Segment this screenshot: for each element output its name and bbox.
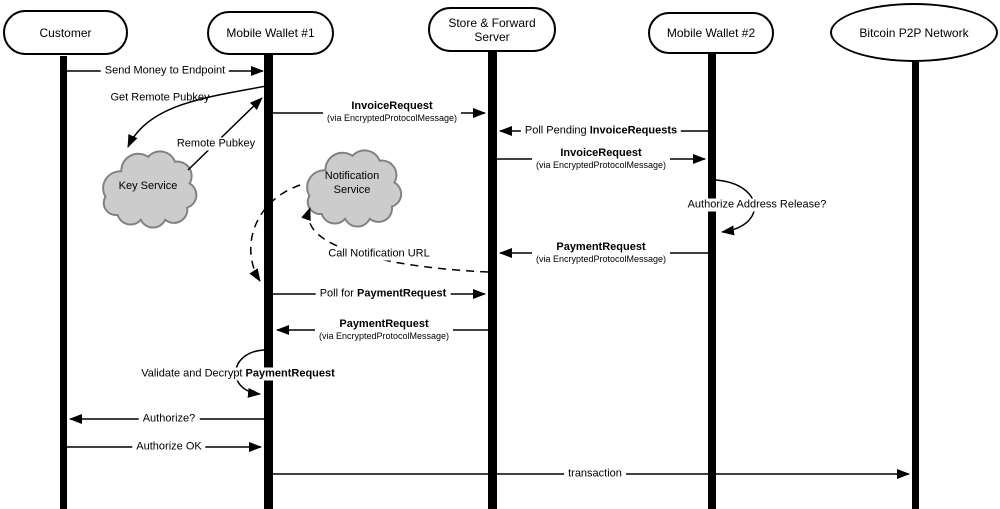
actor-label: Mobile Wallet #2: [666, 26, 756, 40]
message-label-transaction: transaction: [564, 468, 626, 481]
message-label-call-notification-url: Call Notification URL: [324, 248, 433, 261]
message-label-authorize-address-release: Authorize Address Release?: [684, 199, 831, 212]
lifeline-mobile-wallet-2: [708, 53, 716, 509]
lifeline-mobile-wallet-1: [264, 54, 273, 509]
message-label-remote-pubkey: Remote Pubkey: [173, 138, 259, 151]
message-label-paymentrequest-mw2: PaymentRequest (via EncryptedProtocolMessage): [532, 241, 670, 265]
actor-bitcoin-p2p-network: [830, 3, 998, 62]
cloud-label-key-service: Key Service: [118, 180, 178, 192]
message-label-poll-pending-invoicerequests: Poll Pending InvoiceRequests: [521, 125, 681, 138]
actor-label: Store & Forward Server: [448, 15, 536, 44]
arrow-notification-callback: [251, 185, 300, 281]
actor-store-forward-server: [428, 7, 556, 52]
actor-label: Customer: [39, 25, 92, 40]
lifeline-store-forward-server: [488, 51, 497, 509]
message-label-poll-for-paymentrequest: Poll for PaymentRequest: [316, 288, 451, 301]
lifeline-bitcoin-p2p-network: [912, 62, 919, 509]
actor-mobile-wallet-2: [648, 12, 774, 54]
message-label-validate-decrypt: Validate and Decrypt PaymentRequest: [137, 368, 339, 381]
message-label-invoicerequest-2: InvoiceRequest (via EncryptedProtocolMessage): [532, 147, 670, 171]
actor-label: Bitcoin P2P Network: [859, 25, 969, 40]
arrow-remote-pubkey: [188, 98, 262, 170]
message-label-invoicerequest-1: InvoiceRequest (via EncryptedProtocolMessage): [323, 100, 461, 124]
message-label-paymentrequest-mw1: PaymentRequest (via EncryptedProtocolMessage): [315, 318, 453, 342]
actor-label: Mobile Wallet #1: [226, 26, 315, 40]
lifeline-customer: [60, 56, 67, 509]
actor-customer: [3, 10, 128, 55]
message-label-send-money: Send Money to Endpoint: [101, 65, 229, 78]
message-label-authorize-question: Authorize?: [139, 413, 200, 426]
cloud-label-notification-service: Notification Service: [324, 170, 380, 196]
message-label-authorize-ok: Authorize OK: [132, 441, 205, 454]
actor-mobile-wallet-1: [207, 11, 334, 55]
message-label-get-remote-pubkey: Get Remote Pubkey: [110, 91, 210, 104]
